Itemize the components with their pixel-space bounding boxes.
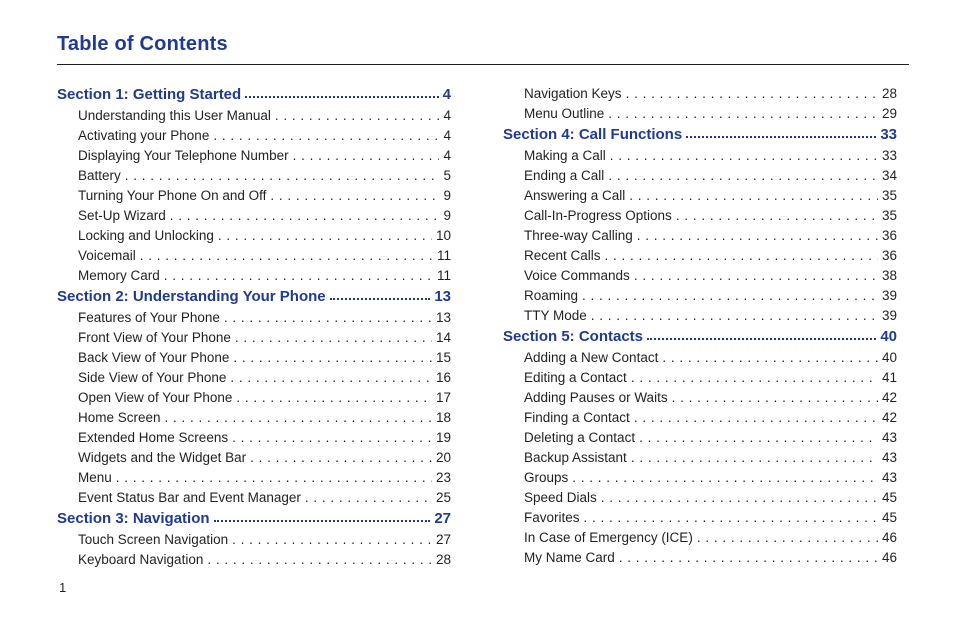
toc-entry[interactable] xyxy=(57,368,451,388)
entry-title: Answering a Call xyxy=(524,188,626,203)
toc-entry[interactable] xyxy=(503,348,897,368)
entry-title: Voicemail xyxy=(78,248,136,263)
page-ref: 13 xyxy=(435,310,451,325)
entry-title: Features of Your Phone xyxy=(78,310,220,325)
entry-title: Locking and Unlocking xyxy=(78,228,214,243)
page-ref: 35 xyxy=(881,208,897,223)
entry-title: Set-Up Wizard xyxy=(78,208,166,223)
toc-entry[interactable] xyxy=(57,428,451,448)
title-divider xyxy=(57,64,909,65)
toc-entry[interactable] xyxy=(57,388,451,408)
toc-entry[interactable] xyxy=(503,408,897,428)
dot-leader xyxy=(125,166,440,186)
toc-section-heading[interactable] xyxy=(57,286,451,308)
dot-leader xyxy=(626,84,878,104)
toc-entry[interactable] xyxy=(57,206,451,226)
page-ref: 27 xyxy=(435,532,451,547)
toc-entry[interactable] xyxy=(57,530,451,550)
dot-leader xyxy=(305,488,432,508)
entry-title: Adding a New Contact xyxy=(524,350,659,365)
toc-entry[interactable] xyxy=(57,186,451,206)
toc-entry[interactable] xyxy=(503,206,897,226)
dot-leader xyxy=(270,186,439,206)
dot-leader xyxy=(634,266,878,286)
page-ref: 39 xyxy=(881,288,897,303)
page-ref: 4 xyxy=(442,86,451,103)
entry-title: Side View of Your Phone xyxy=(78,370,227,385)
page-ref: 4 xyxy=(443,108,451,123)
dot-leader xyxy=(140,246,433,266)
dot-leader xyxy=(605,246,878,266)
entry-title: Displaying Your Telephone Number xyxy=(78,148,289,163)
page-ref: 5 xyxy=(443,168,451,183)
page-ref: 42 xyxy=(881,390,897,405)
toc-entry[interactable] xyxy=(57,408,451,428)
page-ref: 43 xyxy=(881,450,897,465)
page-ref: 19 xyxy=(435,430,451,445)
dot-leader xyxy=(330,286,431,300)
entry-title: Widgets and the Widget Bar xyxy=(78,450,247,465)
entry-title: Understanding this User Manual xyxy=(78,108,271,123)
page-ref: 29 xyxy=(881,106,897,121)
page-ref: 34 xyxy=(881,168,897,183)
dot-leader xyxy=(619,548,878,568)
toc-entry[interactable] xyxy=(57,266,451,286)
page-ref: 11 xyxy=(436,268,451,283)
dot-leader xyxy=(235,328,432,348)
entry-title: Home Screen xyxy=(78,410,161,425)
page-ref: 28 xyxy=(435,552,451,567)
toc-entry[interactable] xyxy=(57,550,451,570)
toc-entry[interactable] xyxy=(503,166,897,186)
entry-title: Recent Calls xyxy=(524,248,601,263)
entry-title: Roaming xyxy=(524,288,579,303)
toc-section-heading[interactable] xyxy=(57,84,451,106)
page-ref: 36 xyxy=(881,228,897,243)
page-ref: 18 xyxy=(435,410,451,425)
toc-entry[interactable] xyxy=(503,104,897,124)
page-ref: 10 xyxy=(435,228,451,243)
page-ref: 15 xyxy=(435,350,451,365)
entry-title: My Name Card xyxy=(524,550,615,565)
toc-entry[interactable] xyxy=(503,306,897,326)
dot-leader xyxy=(662,348,878,368)
page-ref: 16 xyxy=(435,370,451,385)
page-ref: 43 xyxy=(881,470,897,485)
page-ref: 25 xyxy=(435,490,451,505)
entry-title: Navigation Keys xyxy=(524,86,622,101)
page-ref: 40 xyxy=(880,328,897,345)
toc-entry[interactable] xyxy=(503,548,897,568)
dot-leader xyxy=(213,126,439,146)
entry-title: Three-way Calling xyxy=(524,228,633,243)
dot-leader xyxy=(584,508,878,528)
entry-title: Extended Home Screens xyxy=(78,430,229,445)
page-ref: 41 xyxy=(881,370,897,385)
toc-entry[interactable] xyxy=(57,126,451,146)
entry-title: Adding Pauses or Waits xyxy=(524,390,668,405)
toc-entry[interactable] xyxy=(503,488,897,508)
page-ref: 23 xyxy=(435,470,451,485)
dot-leader xyxy=(236,388,432,408)
dot-leader xyxy=(610,146,878,166)
toc-entry[interactable] xyxy=(57,246,451,266)
toc-entry[interactable] xyxy=(503,468,897,488)
page-ref: 9 xyxy=(443,208,451,223)
dot-leader xyxy=(224,308,432,328)
entry-title: Ending a Call xyxy=(524,168,605,183)
page-ref: 43 xyxy=(881,430,897,445)
section-title: Section 2: Understanding Your Phone xyxy=(57,288,326,305)
dot-leader xyxy=(116,468,432,488)
toc-entry[interactable] xyxy=(57,348,451,368)
page-ref: 42 xyxy=(881,410,897,425)
page-ref: 35 xyxy=(881,188,897,203)
page-ref: 46 xyxy=(881,550,897,565)
page-ref: 39 xyxy=(881,308,897,323)
entry-title: TTY Mode xyxy=(524,308,587,323)
dot-leader xyxy=(232,428,432,448)
toc-entry[interactable] xyxy=(503,448,897,468)
toc-entry[interactable] xyxy=(503,186,897,206)
dot-leader xyxy=(233,348,432,368)
page-ref: 45 xyxy=(881,490,897,505)
toc-entry[interactable] xyxy=(503,226,897,246)
page-ref: 28 xyxy=(881,86,897,101)
dot-leader xyxy=(164,266,433,286)
toc-column-left xyxy=(57,84,451,570)
page-ref: 40 xyxy=(881,350,897,365)
entry-title: Speed Dials xyxy=(524,490,597,505)
entry-title: Activating your Phone xyxy=(78,128,210,143)
dot-leader xyxy=(686,124,876,138)
dot-leader xyxy=(629,186,878,206)
toc-entry[interactable] xyxy=(503,508,897,528)
toc-entry[interactable] xyxy=(57,448,451,468)
dot-leader xyxy=(672,388,878,408)
dot-leader xyxy=(170,206,440,226)
dot-leader xyxy=(608,166,878,186)
page-ref: 4 xyxy=(443,128,451,143)
dot-leader xyxy=(608,104,878,124)
entry-title: Event Status Bar and Event Manager xyxy=(78,490,301,505)
entry-title: In Case of Emergency (ICE) xyxy=(524,530,693,545)
dot-leader xyxy=(676,206,878,226)
toc-entry[interactable] xyxy=(503,266,897,286)
entry-title: Voice Commands xyxy=(524,268,630,283)
toc-section-heading[interactable] xyxy=(57,508,451,530)
toc-entry[interactable] xyxy=(503,388,897,408)
page-ref: 17 xyxy=(435,390,451,405)
toc-entry[interactable] xyxy=(57,166,451,186)
entry-title: Touch Screen Navigation xyxy=(78,532,229,547)
page-ref: 33 xyxy=(880,126,897,143)
entry-title: Menu Outline xyxy=(524,106,605,121)
dot-leader xyxy=(245,84,438,98)
page-ref: 46 xyxy=(881,530,897,545)
toc-entry[interactable] xyxy=(503,428,897,448)
dot-leader xyxy=(582,286,878,306)
dot-leader xyxy=(293,146,440,166)
dot-leader xyxy=(165,408,432,428)
entry-title: Call-In-Progress Options xyxy=(524,208,672,223)
toc-entry[interactable] xyxy=(57,468,451,488)
entry-title: Battery xyxy=(78,168,121,183)
toc-entry[interactable] xyxy=(57,328,451,348)
toc-entry[interactable] xyxy=(503,84,897,104)
entry-title: Turning Your Phone On and Off xyxy=(78,188,267,203)
entry-title: Open View of Your Phone xyxy=(78,390,233,405)
entry-title: Deleting a Contact xyxy=(524,430,636,445)
dot-leader xyxy=(572,468,878,488)
dot-leader xyxy=(591,306,878,326)
dot-leader xyxy=(631,368,878,388)
dot-leader xyxy=(232,530,432,550)
page-ref: 27 xyxy=(434,510,451,527)
toc-entry[interactable] xyxy=(57,308,451,328)
dot-leader xyxy=(637,226,878,246)
toc-entry[interactable] xyxy=(503,286,897,306)
page-ref: 9 xyxy=(443,188,451,203)
page-ref: 11 xyxy=(436,248,451,263)
dot-leader xyxy=(697,528,878,548)
dot-leader xyxy=(639,428,878,448)
toc-section-heading[interactable] xyxy=(503,326,897,348)
dot-leader xyxy=(275,106,440,126)
entry-title: Finding a Contact xyxy=(524,410,630,425)
toc-entry[interactable] xyxy=(57,488,451,508)
page-ref: 38 xyxy=(881,268,897,283)
section-title: Section 3: Navigation xyxy=(57,510,210,527)
dot-leader xyxy=(601,488,878,508)
section-title: Section 1: Getting Started xyxy=(57,86,242,103)
entry-title: Editing a Contact xyxy=(524,370,627,385)
dot-leader xyxy=(214,508,431,522)
entry-title: Front View of Your Phone xyxy=(78,330,231,345)
toc-entry[interactable] xyxy=(57,106,451,126)
entry-title: Backup Assistant xyxy=(524,450,627,465)
toc-section-heading[interactable] xyxy=(503,124,897,146)
dot-leader xyxy=(634,408,878,428)
toc-entry[interactable] xyxy=(503,246,897,266)
entry-title: Keyboard Navigation xyxy=(78,552,204,567)
toc-entry[interactable] xyxy=(57,146,451,166)
toc-entry[interactable] xyxy=(503,528,897,548)
page-ref: 36 xyxy=(881,248,897,263)
toc-entry[interactable] xyxy=(57,226,451,246)
entry-title: Favorites xyxy=(524,510,580,525)
section-title: Section 4: Call Functions xyxy=(503,126,683,143)
page-ref: 13 xyxy=(434,288,451,305)
toc-entry[interactable] xyxy=(503,146,897,166)
entry-title: Making a Call xyxy=(524,148,606,163)
page-number: 1 xyxy=(59,580,67,595)
page-ref: 45 xyxy=(881,510,897,525)
entry-title: Back View of Your Phone xyxy=(78,350,230,365)
page-ref: 20 xyxy=(435,450,451,465)
page-ref: 33 xyxy=(881,148,897,163)
dot-leader xyxy=(647,326,876,340)
entry-title: Menu xyxy=(78,470,112,485)
dot-leader xyxy=(230,368,432,388)
entry-title: Groups xyxy=(524,470,569,485)
dot-leader xyxy=(218,226,432,246)
dot-leader xyxy=(631,448,878,468)
page-ref: 14 xyxy=(435,330,451,345)
dot-leader xyxy=(207,550,432,570)
entry-title: Memory Card xyxy=(78,268,160,283)
section-title: Section 5: Contacts xyxy=(503,328,644,345)
page-title: Table of Contents xyxy=(57,33,228,55)
toc-entry[interactable] xyxy=(503,368,897,388)
page-ref: 4 xyxy=(443,148,451,163)
toc-column-right xyxy=(503,84,897,568)
dot-leader xyxy=(250,448,432,468)
